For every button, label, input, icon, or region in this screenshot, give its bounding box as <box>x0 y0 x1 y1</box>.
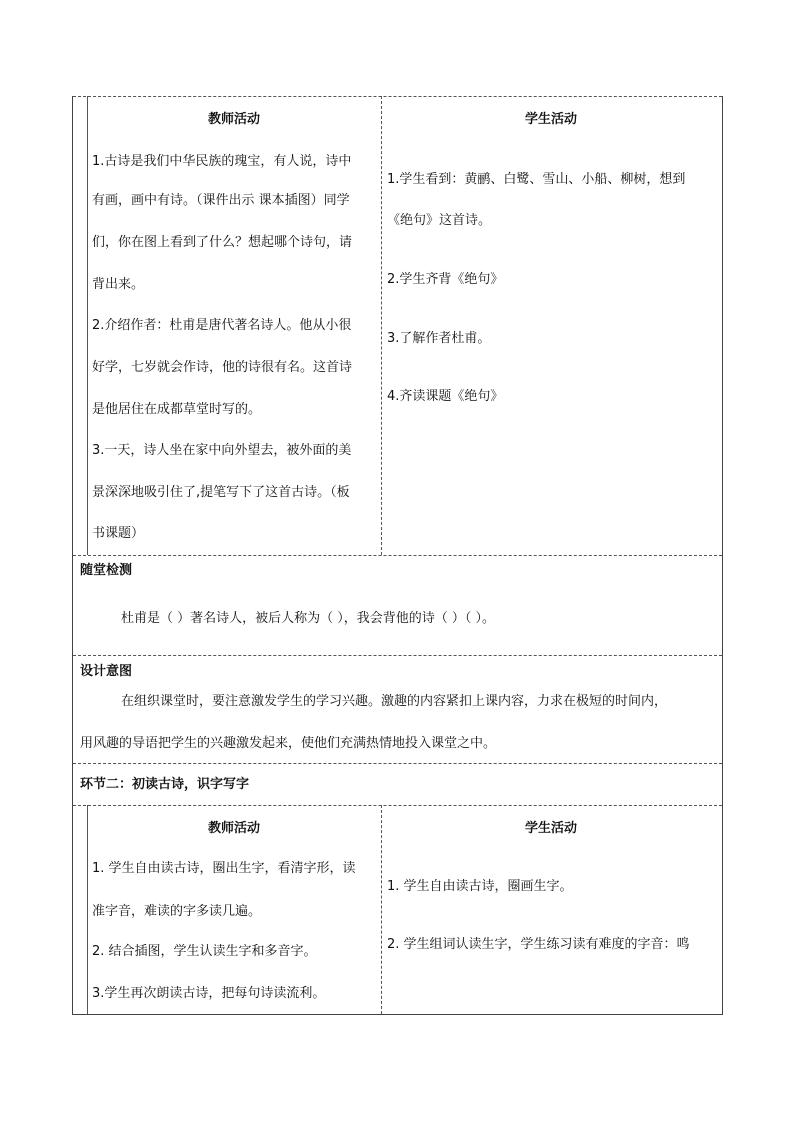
section-two-title: 环节二：初读古诗，识字写字 <box>80 777 250 792</box>
teacher-activity-line: 们，你在图上看到了什么？想起哪个诗句，请 <box>92 235 353 250</box>
teacher-activity-line: 1.古诗是我们中华民族的瑰宝，有人说，诗中 <box>92 154 352 169</box>
block1-bottom-rule <box>73 555 722 556</box>
design-bottom-rule <box>73 763 722 764</box>
student-activity-header-2: 学生活动 <box>524 821 577 836</box>
design-text-line: 在组织课堂时，要注意激发学生的学习兴趣。激趣的内容紧扣上课内容，力求在极短的时间内， <box>121 694 668 709</box>
student-activity-line: 3.了解作者杜甫。 <box>387 331 491 346</box>
teacher-activity-line: 2.介绍作者：杜甫是唐代著名诗人。他从小很 <box>92 318 352 333</box>
check-title: 随堂检测 <box>80 563 133 578</box>
teacher-activity-line-2: 1. 学生自由读古诗，圈出生字，看清字形，读 <box>92 861 356 876</box>
student-activity-line: 4.齐读课题《绝句》 <box>387 389 504 404</box>
teacher-activity-line: 3.一天，诗人坐在家中向外望去，被外面的美 <box>92 443 352 458</box>
student-activity-line: 2.学生齐背《绝句》 <box>387 272 504 287</box>
teacher-activity-line: 是他居住在成都草堂时写的。 <box>92 402 262 417</box>
design-text-line: 用风趣的导语把学生的兴趣激发起来，使他们充满热情地投入课堂之中。 <box>80 736 497 751</box>
block1-top-rule <box>73 96 722 97</box>
student-activity-line-2: 1. 学生自由读古诗，圈画生字。 <box>387 879 573 894</box>
teacher-activity-line: 书课题） <box>92 526 145 541</box>
teacher-activity-line: 景深深地吸引住了,提笔写下了这首古诗。（板 <box>92 485 350 500</box>
block2-top-rule <box>73 805 722 806</box>
student-activity-line-2: 2. 学生组词认读生字，学生练习读有难度的字音：鸣 <box>387 937 690 952</box>
teacher-activity-line-2: 3.学生再次朗读古诗，把每句诗读流利。 <box>92 986 326 1001</box>
design-title: 设计意图 <box>80 664 133 679</box>
lesson-plan-table <box>72 96 723 1015</box>
teacher-activity-line: 有画，画中有诗。（课件出示 课本插图）同学 <box>92 193 350 208</box>
teacher-activity-line: 背出来。 <box>92 277 145 292</box>
teacher-activity-line-2: 2. 结合插图，学生认读生字和多音字。 <box>92 944 317 959</box>
teacher-activity-header-2: 教师活动 <box>207 821 260 836</box>
check-question: 杜甫是（ ）著名诗人，被后人称为（ ），我会背他的诗（ ）（ ）。 <box>121 611 496 626</box>
student-activity-header: 学生活动 <box>524 112 577 127</box>
teacher-activity-line: 好学，七岁就会作诗，他的诗很有名。这首诗 <box>92 360 353 375</box>
student-activity-line: 《绝句》这首诗。 <box>387 213 492 228</box>
block1-column-divider <box>381 96 382 555</box>
student-activity-line: 1.学生看到：黄鹂、白鹭、雪山、小船、柳树，想到 <box>387 172 686 187</box>
check-bottom-rule <box>73 655 722 656</box>
teacher-activity-header: 教师活动 <box>207 112 260 127</box>
block1-left-border <box>87 96 88 555</box>
teacher-activity-line-2: 准字音，难读的字多读几遍。 <box>92 904 262 919</box>
